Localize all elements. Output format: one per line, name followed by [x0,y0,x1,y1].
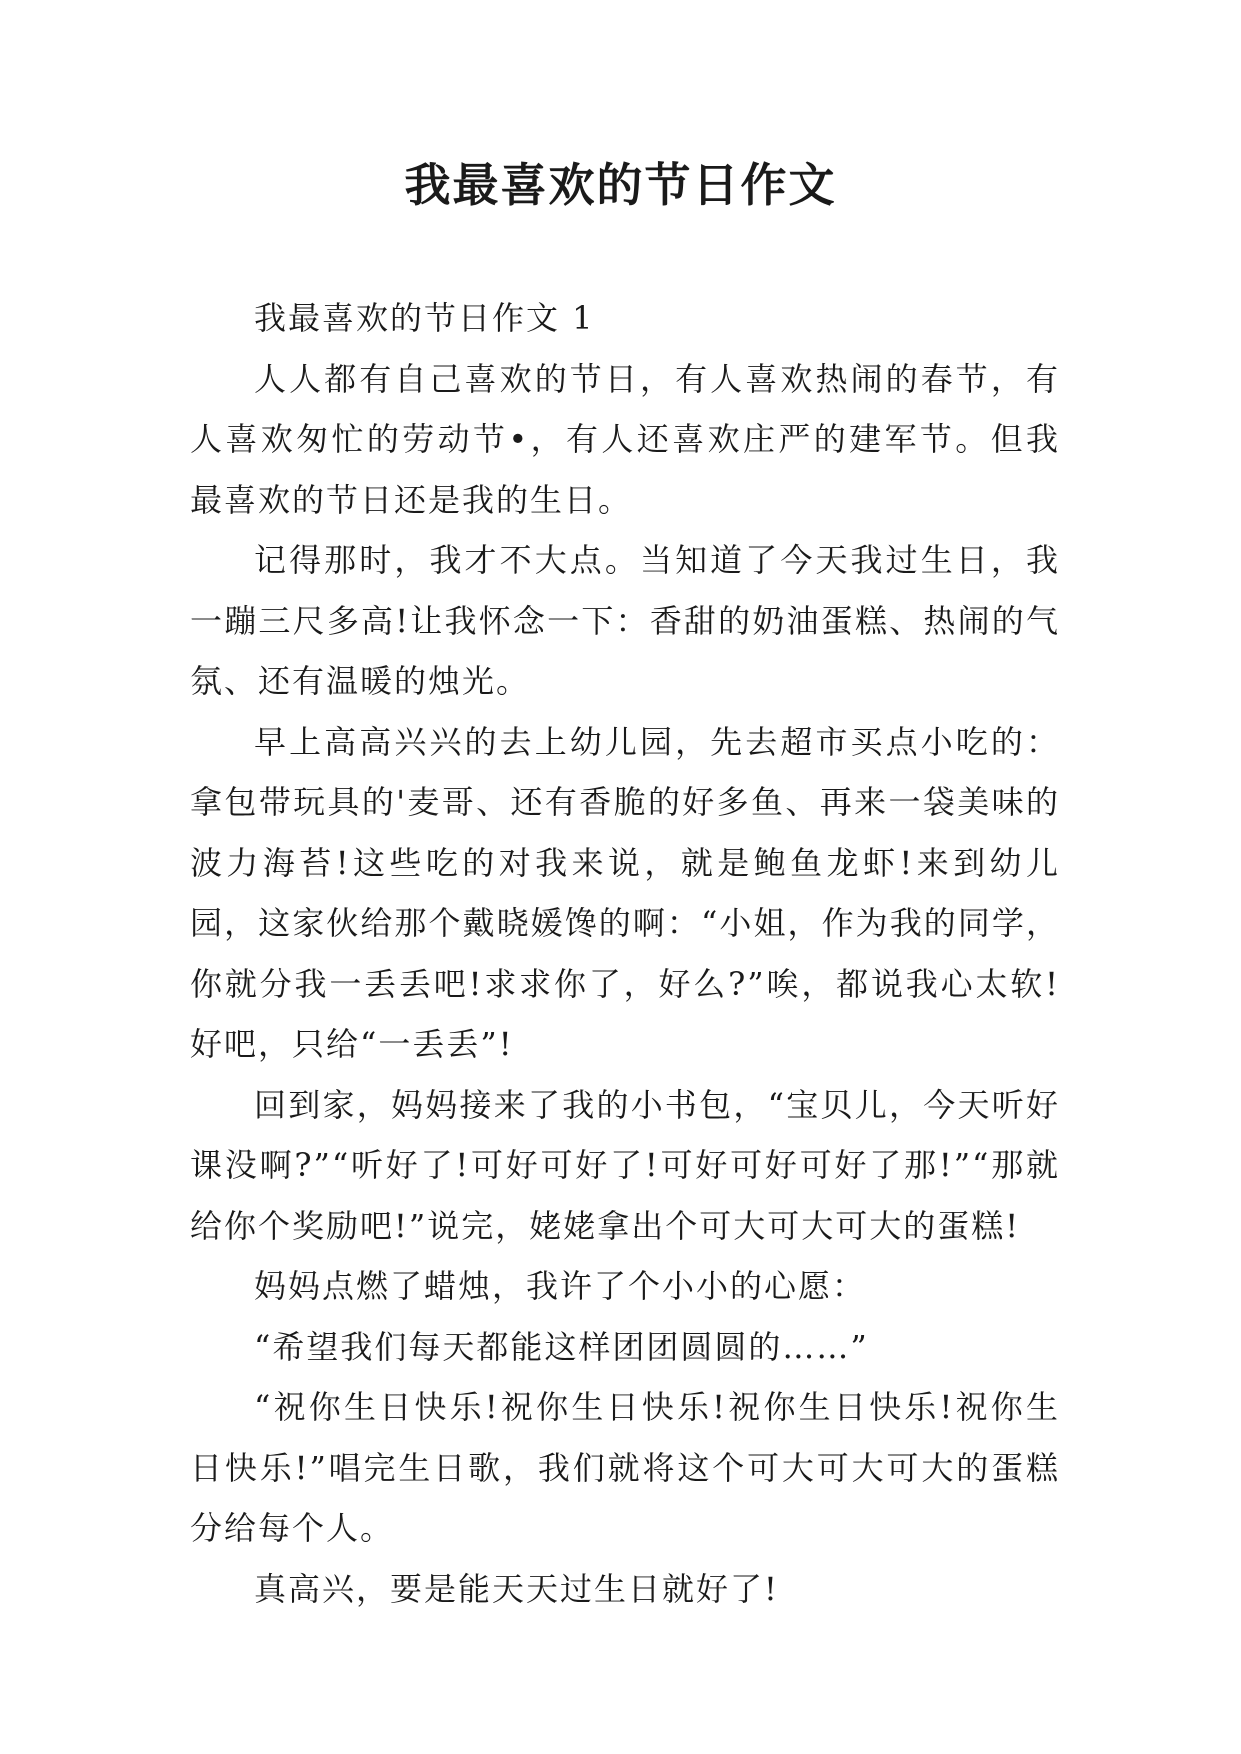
document-body [190,288,1060,1619]
paragraph: “祝你生日快乐!祝你生日快乐!祝你生日快乐!祝你生日快乐!”唱完生日歌，我们就将这个可大可大可大的蛋糕分给每个人。 [190,1388,1060,1547]
paragraph: “希望我们每天都能这样团团圆圆的……” [254,1327,869,1366]
section-heading: 我最喜欢的节日作文 1 [254,299,595,337]
paragraph: 妈妈点燃了蜡烛，我许了个小小的心愿： [254,1267,867,1305]
paragraph: 人人都有自己喜欢的节日，有人喜欢热闹的春节，有人喜欢匆忙的劳动节•，有人还喜欢庄严的建军节。但我最喜欢的节日还是我的生日。 [190,359,1060,519]
paragraph: 记得那时，我才不大点。当知道了今天我过生日，我一蹦三尺多高!让我怀念一下：香甜的奶油蛋糕、热闹的气氛、还有温暖的烛光。 [190,541,1060,700]
paragraph: 回到家，妈妈接来了我的小书包，“宝贝儿，今天听好课没啊?”“听好了!可好可好了!可好可好可好了那!”“那就给你个奖励吧!”说完，姥姥拿出个可大可大可大的蛋糕! [190,1085,1060,1245]
document-title: 我最喜欢的节日作文 [404,158,837,212]
paragraph: 真高兴，要是能天天过生日就好了! [254,1569,779,1608]
paragraph: 早上高高兴兴的去上幼儿园，先去超市买点小吃的：拿包带玩具的'麦哥、还有香脆的好多鱼、再来一袋美味的波力海苔!这些吃的对我来说，就是鲍鱼龙虾!来到幼儿园，这家伙给那个戴晓媛馋的啊：“小姐，作为我的同学，你就分我一丢丢吧!求求你了，好么?”唉，都说我心太软!好吧，只给“一丢丢”! [190,722,1060,1063]
